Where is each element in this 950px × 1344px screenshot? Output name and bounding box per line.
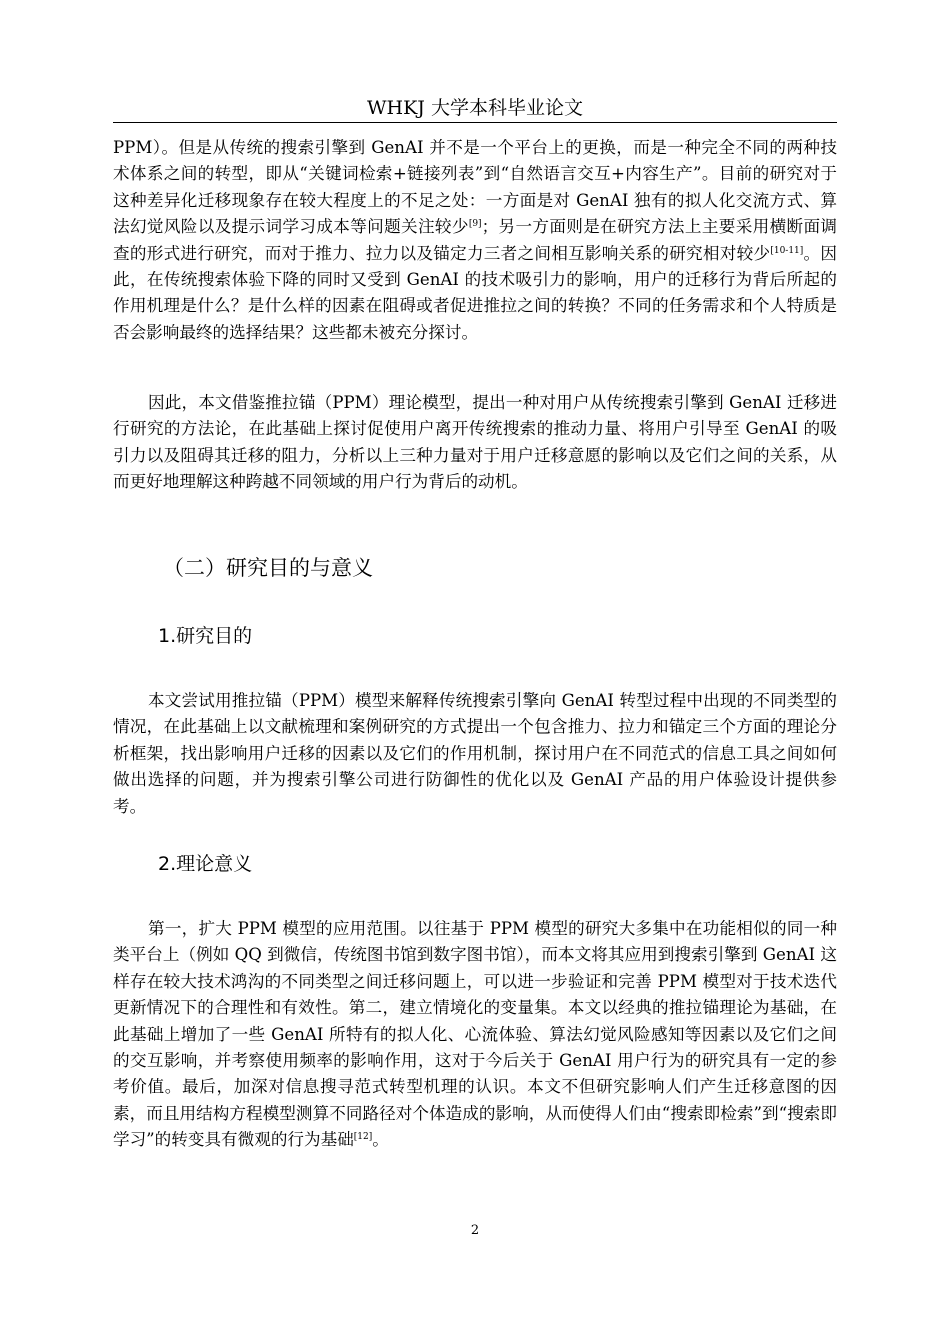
- paragraph-text: 。因此，在传统搜索体验下降的同时又受到 GenAI 的技术吸引力的影响，用户的迁移行为背后所起的作用机理是什么？是什么样的因素在阻碍或者促进推拉之间的转换？不同的任务需求和个人特质是否会影响最终的选择结果？这些都未被充分探讨。: [113, 243, 838, 342]
- section-heading: （二）研究目的与意义: [163, 556, 373, 580]
- paragraph-purpose: 本文尝试用推拉锚（PPM）模型来解释传统搜索引擎向 GenAI 转型过程中出现的不同类型的情况，在此基础上以文献梳理和案例研究的方式提出一个包含推力、拉力和锚定三个方面的理论分析框架，找出影响用户迁移的因素以及它们的作用机制，探讨用户在不同范式的信息工具之间如何做出选择的问题，并为搜索引擎公司进行防御性的优化以及 GenAI 产品的用户体验设计提供参考。: [113, 691, 837, 816]
- citation-ref: [12]: [353, 1132, 373, 1143]
- paragraph-text: 。: [372, 1130, 389, 1150]
- citation-ref: [9]: [468, 219, 482, 230]
- citation-ref: [10-11]: [770, 245, 804, 256]
- paragraph-text: 第一，扩大 PPM 模型的应用范围。以往基于 PPM 模型的研究大多集中在功能相似的同一种类平台上（例如 QQ 到微信，传统图书馆到数字图书馆），而本文将其应用到搜索引擎到 GenAI 这样存在较大技术鸿沟的不同类型之间迁移问题上，可以进一步验证和完善 PPM 模型对于技术迭代更新情况下的合理性和有效性。第二，建立情境化的变量集。本文以经典的推拉锚理论为基础，在此基础上增加了一些 GenAI 所特有的拟人化、心流体验、算法幻觉风险感知等因素以及它们之间的交互影响，并考察使用频率的影响作用，这对于今后关于 GenAI 用户行为的研究具有一定的参考价值。最后，加深对信息搜寻范式转型机理的认识。本文不但研究影响人们产生迁移意图的因素，而且用结构方程模型测算不同路径对个体造成的影响，从而使得人们由“搜索即检索”到“搜索即学习”的转变具有微观的行为基础: [113, 919, 837, 1150]
- paragraph-approach: 因此，本文借鉴推拉锚（PPM）理论模型，提出一种对用户从传统搜索引擎到 GenAI 迁移进行研究的方法论，在此基础上探讨促使用户离开传统搜索的推动力量、将用户引导至 GenAI 的吸引力以及阻碍其迁移的阻力，分析以上三种力量对于用户迁移意愿的影响以及它们之间的关系，从而更好地理解这种跨越不同领域的用户行为背后的动机。: [113, 393, 837, 492]
- paragraph-theory: [113, 916, 837, 1154]
- page-number: 2: [470, 1223, 480, 1238]
- paragraph-text: PPM）。但是从传统的搜索引擎到 GenAI 并不是一个平台上的更换，而是一种完全不同的两种技术体系之间的转型，即从“关键词检索+链接列表”到“自然语言交互+内容生产”。目前的研究对于这种差异化迁移现象存在较大程度上的不足之处：一方面是对 GenAI 独有的拟人化交流方式、算法幻觉风险以及提示词学习成本等问题关注较少: [113, 138, 837, 237]
- header-divider: [113, 122, 837, 123]
- subsection-heading-purpose: 1.研究目的: [158, 625, 253, 647]
- paragraph-text: ；另一方面则是在研究方法上主要采用横断面调查的形式进行研究，而对于推力、拉力以及锚定力三者之间相互影响关系的研究相对较少: [113, 217, 838, 263]
- subsection-heading-theory: 2.理论意义: [158, 853, 253, 875]
- paragraph-background-continued: [113, 135, 837, 346]
- running-header: WHKJ 大学本科毕业论文: [367, 97, 583, 119]
